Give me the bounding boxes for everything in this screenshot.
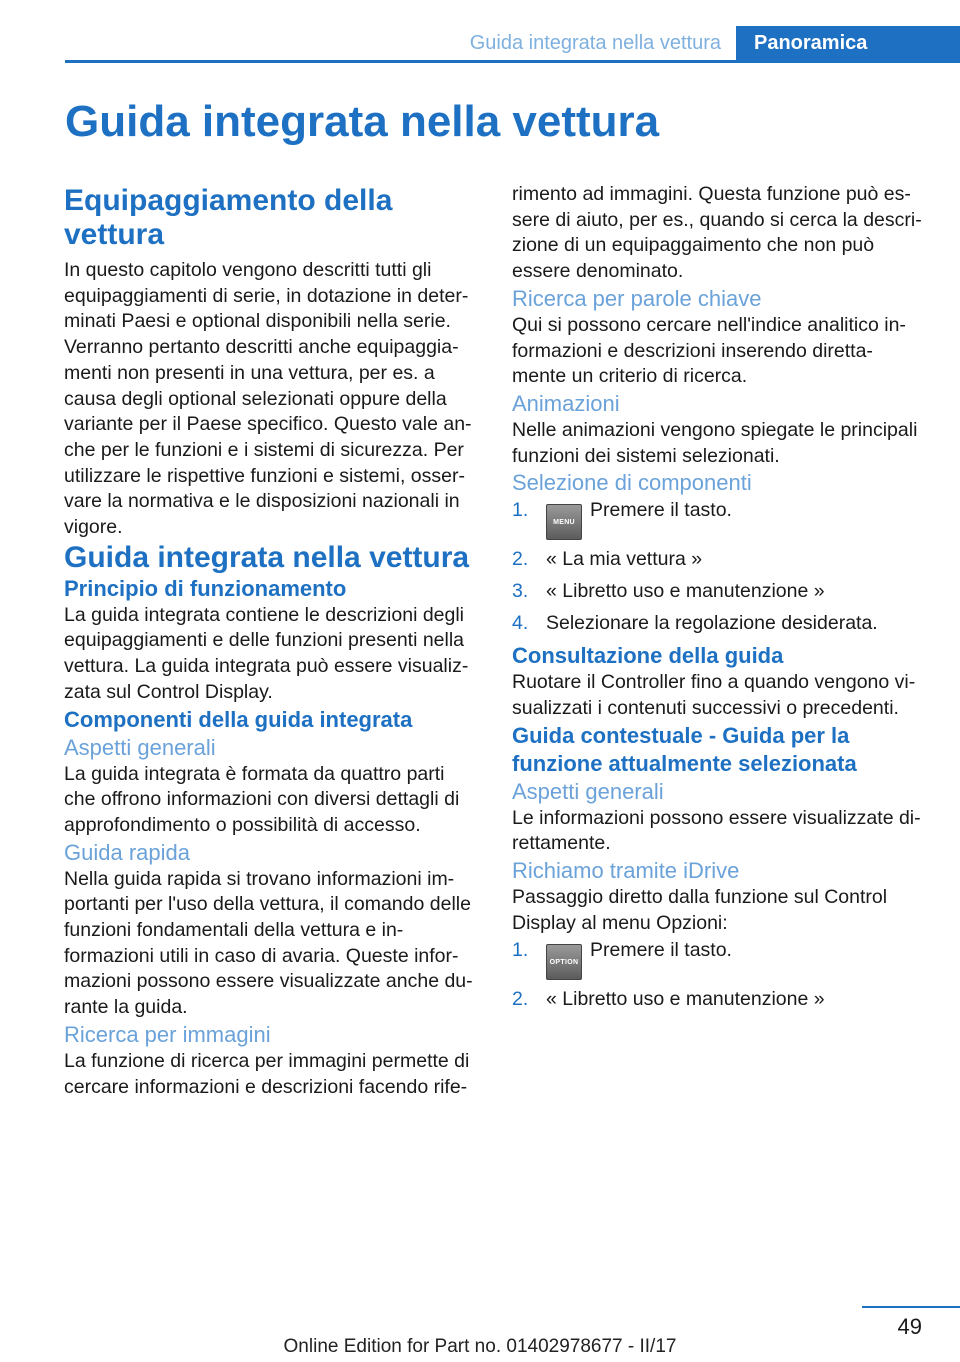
page-title: Guida integrata nella vettura [65, 97, 660, 146]
header-chapter-tab: Panoramica [736, 26, 960, 60]
step-text: « Libretto uso e manutenzione » [546, 580, 825, 603]
list-item [512, 546, 926, 572]
right-column [512, 182, 926, 1018]
list-item [512, 497, 926, 540]
list-item [512, 610, 926, 636]
heading-principio: Principio di funzionamento [64, 575, 347, 601]
step-text: « La mia vettura » [546, 548, 703, 571]
step-number: 3. [512, 580, 529, 603]
paragraph-ricerca-immagini-cont: rimento ad immagini. Questa funzione può es-sere di aiuto, per es., quando si cerca la descri-zione di un equipaggaimento che non può essere denominato. [512, 183, 922, 283]
list-item [512, 986, 926, 1012]
steps-selezione [512, 497, 926, 636]
heading-selezione-componenti: Selezione di componenti [512, 470, 752, 496]
paragraph-aspetti-generali: La guida integrata è formata da quattro parti che offrono informazioni con diversi dettagli di approfondimento o possibilità di accesso. [64, 762, 460, 836]
list-item [512, 578, 926, 604]
paragraph-ricerca-parole: Qui si possono cercare nell'indice analitico in-formazioni e descrizioni inserendo diretta-mente un criterio di ricerca. [512, 313, 906, 388]
paragraph-aspetti-generali-2: Le informazioni possono essere visualizzate di-rettamente. [512, 806, 921, 855]
option-key-icon: OPTION [546, 944, 582, 980]
left-column [64, 184, 478, 1100]
menu-key-icon: MENU [546, 504, 582, 540]
edition-footer: Online Edition for Part no. 01402978677 - II/17 [283, 1336, 677, 1357]
page-number: 49 [897, 1314, 922, 1339]
step-text: Premere il tasto. [590, 938, 732, 961]
step-text: « Libretto uso e manutenzione » [546, 987, 825, 1010]
heading-equipaggiamento: Equipaggiamento della vettura [64, 184, 393, 251]
heading-richiamo-idrive: Richiamo tramite iDrive [512, 858, 740, 884]
header-rule [65, 60, 960, 63]
heading-ricerca-immagini: Ricerca per immagini [64, 1021, 271, 1047]
steps-richiamo [512, 937, 926, 1012]
step-number: 2. [512, 548, 529, 571]
heading-ricerca-parole: Ricerca per parole chiave [512, 285, 762, 311]
heading-consultazione: Consultazione della guida [512, 643, 784, 669]
heading-guida-contestuale: Guida contestuale - Guida per la funzione attualmente selezionata [512, 722, 857, 776]
heading-aspetti-generali-2: Aspetti generali [512, 778, 664, 804]
step-text: Selezionare la regolazione desiderata. [546, 612, 878, 635]
paragraph-consultazione: Ruotare il Controller fino a quando vengono vi-sualizzati i contenuti successivi o precedenti. [512, 671, 916, 720]
heading-guida-rapida: Guida rapida [64, 839, 190, 865]
step-number: 1. [512, 938, 529, 961]
paragraph-ricerca-immagini: La funzione di ricerca per immagini permette di cercare informazioni e descrizioni facendo rife- [64, 1049, 470, 1098]
paragraph-equipaggiamento: In questo capitolo vengono descritti tutti gli equipaggiamenti di serie, in dotazione in deter-minati Paesi e optional disponibili nella serie. Verranno pertanto descritti anche equipaggia-menti non presenti in una vettura, per es. a causa degli optional selezionati oppure della variante per il Paese specifico. Questo vale an-che per le funzioni e i sistemi di sicurezza. Per utilizzare le rispettive funzioni e sistemi, osser-vare la normativa e le disposizioni nazionali in vigore. [64, 259, 472, 539]
paragraph-principio: La guida integrata contiene le descrizioni degli equipaggiamenti e delle funzioni presenti nella vettura. La guida integrata può essere visualiz-zata sul Control Display. [64, 603, 469, 703]
footer-rule [862, 1306, 960, 1308]
paragraph-richiamo-idrive: Passaggio diretto dalla funzione sul Control Display al menu Opzioni: [512, 886, 888, 934]
heading-animazioni: Animazioni [512, 390, 620, 416]
step-text: Premere il tasto. [590, 499, 732, 522]
paragraph-animazioni: Nelle animazioni vengono spiegate le principali funzioni dei sistemi selezionati. [512, 418, 918, 467]
heading-aspetti-generali: Aspetti generali [64, 734, 216, 760]
step-number: 2. [512, 987, 529, 1010]
paragraph-guida-rapida: Nella guida rapida si trovano informazioni im-portanti per l'uso della vettura, il comando delle funzioni fondamentali della vettura e in-formazioni utili in caso di avaria. Queste infor-mazioni possono essere visualizzate anche du-rante la guida. [64, 867, 473, 1019]
step-number: 1. [512, 499, 529, 522]
heading-guida-integrata: Guida integrata nella vettura [64, 540, 470, 574]
list-item [512, 937, 926, 980]
header-section-title: Guida integrata nella vettura [469, 32, 721, 54]
step-number: 4. [512, 612, 529, 635]
heading-componenti: Componenti della guida integrata [64, 706, 413, 732]
